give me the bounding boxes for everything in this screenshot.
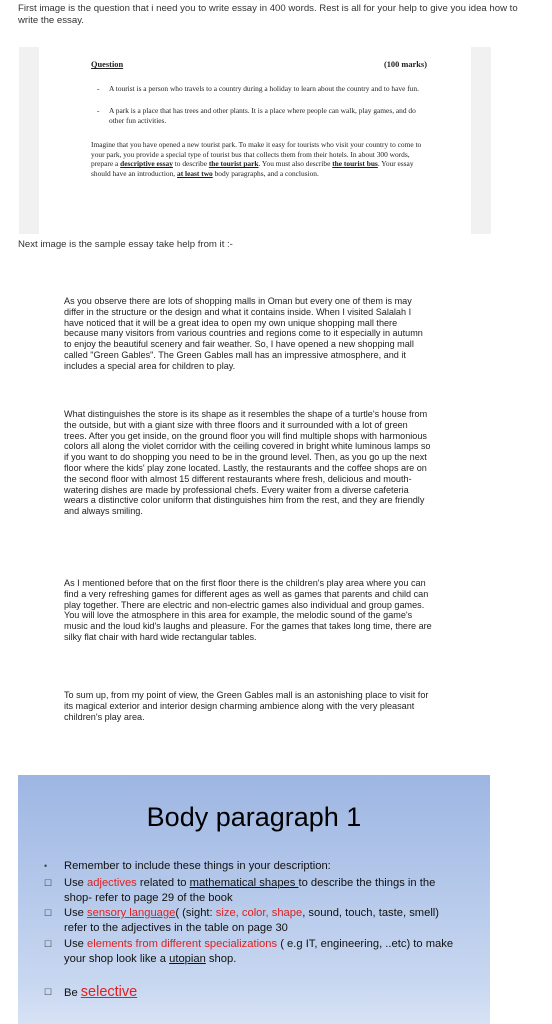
slide-item: ☐ Be selective (44, 984, 138, 1000)
checkbox-icon: ☐ (44, 939, 53, 949)
next-image-label: Next image is the sample essay take help from it :- (18, 239, 233, 250)
slide-item: • Remember to include these things in your description: (44, 860, 331, 872)
essay-paragraph-intro: As you observe there are lots of shopping malls in Oman but every one of them is may differ in the structure or the design and what it contains inside. When I visited Salalah I have noticed that it will be a great idea to open my own unique shopping mall there because many visitors from various countries and regions come to it especially in autumn to enjoy the beautiful scenery and fair weather. So, I have opened a new shopping mall called "Green Gables". The Green Gables mall has an impressive atmosphere, and it includes a special area for children to play. (64, 296, 423, 371)
slide-item: ☐ Use sensory language( (sight: size, color, shape, sound, touch, taste, smell) refer to the adjectives in the table on page 30 (44, 907, 440, 934)
question-image (19, 47, 491, 234)
essay-paragraph-body-1: What distinguishes the store is its shape as it resembles the shape of a turtle's house from the outside, but with a giant size with three floors and it surrounded with a lot of green trees. After you get inside, on the ground floor you will find multiple shops with harmonious colors all along the violet corridor with the ceiling covered in bright white luminous lamps so if you want to do shopping you need to be in the ground level. Then, as you go up the next floor where the kids' play zone located. Lastly, the restaurants and the coffee shops are on the second floor with almost 15 different restaurants where fresh, delicious and mouth-watering dishes are made by professional chefs. Every waiter from a diverse cafeteria wears a distinctive color uniform that distinguishes him from the rest, and they are friendly and always smiling. (64, 409, 431, 517)
question-page (39, 47, 471, 234)
essay-paragraph-body-2: As I mentioned before that on the first floor there is the children's play area where you can find a very refreshing games for different ages as well as games that parents and child can play together. There are electric and non-electric games also individual and group games. You will love the atmosphere in this area for example, the melodic sound of the game's music and the loud kid's laughs and pleasure. For the games that takes long time, there are silky flat chair with hard wide rectangular tables. (64, 578, 432, 642)
question-bullet: - A park is a place that has trees and other plants. It is a place where people can walk, play games, and do other fun activities. (97, 106, 416, 125)
question-title: Question (91, 60, 124, 69)
intro-text: First image is the question that i need you to write essay in 400 words. Rest is all for your help to give you idea how to write the essay. (18, 3, 518, 26)
slide-item: ☐ Use adjectives related to mathematical shapes to describe the things in the shop- refer to page 29 of the book (44, 877, 436, 904)
essay-paragraph-conclusion: To sum up, from my point of view, the Green Gables mall is an astonishing place to visit for its magical exterior and interior design charming ambience along with the very pleasant children's play area. (64, 690, 429, 722)
checkbox-icon: ☐ (44, 987, 53, 997)
bullet-dot-icon: • (44, 861, 48, 871)
slide-title: Body paragraph 1 (146, 802, 362, 832)
checkbox-icon: ☐ (44, 878, 53, 888)
question-header (91, 60, 427, 70)
question-bullet: - A tourist is a person who travels to a country during a holiday to learn about the country and to have fun. (97, 84, 419, 93)
question-body: Imagine that you have opened a new tourist park. To make it easy for tourists who visit your country to come to your park, you provide a special type of tourist bus that collects them from their hotels. In about 300 words, prepare a descriptive essay to describe the tourist park. You must also describe the tourist bus. Your essay should have an introduction, at least two body paragraphs, and a conclusion. (91, 140, 422, 178)
guide-slide (18, 775, 490, 1024)
question-marks: (100 marks) (383, 60, 427, 69)
slide-item: ☐ Use elements from different specializations ( e.g IT, engineering, ..etc) to make your shop look like a utopian shop. (44, 938, 454, 965)
checkbox-icon: ☐ (44, 908, 53, 918)
